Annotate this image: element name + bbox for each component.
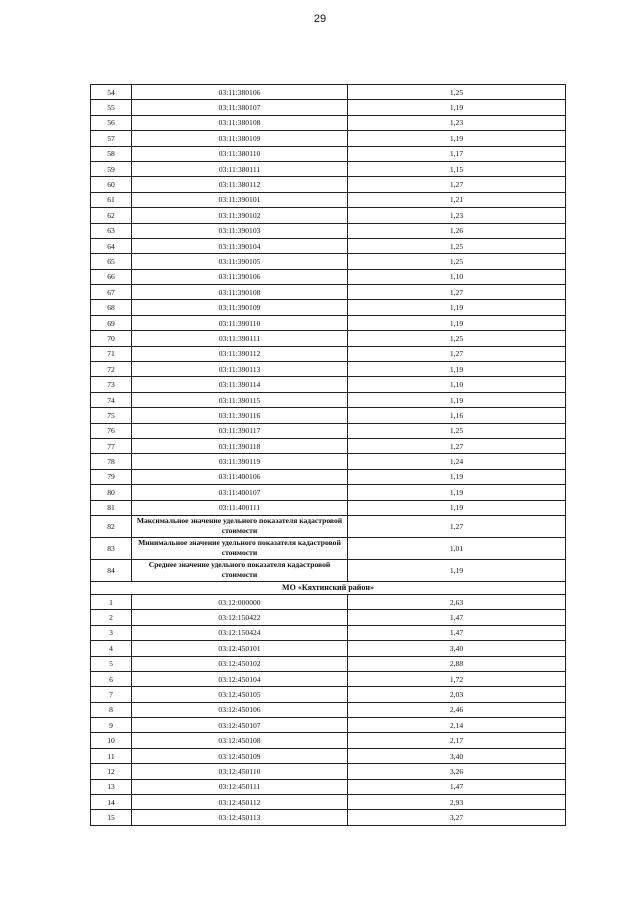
value-cell: 2,93 [348, 795, 566, 810]
row-number-cell: 84 [91, 559, 132, 581]
cadastral-number-cell: 03:12:450108 [132, 733, 348, 748]
table-row [91, 641, 566, 656]
cadastral-number-cell: 03:12:450107 [132, 718, 348, 733]
table-row [91, 85, 566, 100]
row-number-cell: 79 [91, 469, 132, 484]
table-row [91, 594, 566, 609]
cadastral-number-cell: 03:11:390112 [132, 346, 348, 361]
cadastral-number-cell: 03:11:390110 [132, 315, 348, 330]
table-row [91, 161, 566, 176]
value-cell: 1,17 [348, 146, 566, 161]
cadastral-number-cell: 03:11:380106 [132, 85, 348, 100]
value-cell: 1,19 [348, 131, 566, 146]
row-number-cell: 82 [91, 515, 132, 537]
row-number-cell: 62 [91, 208, 132, 223]
table-row [91, 362, 566, 377]
row-number-cell: 56 [91, 115, 132, 130]
table-row [91, 764, 566, 779]
row-number-cell: 55 [91, 100, 132, 115]
value-cell: 1,27 [348, 438, 566, 453]
row-number-cell: 77 [91, 438, 132, 453]
value-cell: 1,25 [348, 423, 566, 438]
row-number-cell: 59 [91, 161, 132, 176]
table-row [91, 438, 566, 453]
cadastral-number-cell: 03:11:400107 [132, 485, 348, 500]
value-cell: 1,47 [348, 610, 566, 625]
value-cell: 1,01 [348, 537, 566, 559]
row-number-cell: 76 [91, 423, 132, 438]
row-number-cell: 15 [91, 810, 132, 825]
table-row [91, 192, 566, 207]
value-cell: 1,24 [348, 454, 566, 469]
row-number-cell: 11 [91, 748, 132, 763]
value-cell: 1,19 [348, 300, 566, 315]
cadastral-number-cell: 03:12:000000 [132, 594, 348, 609]
cadastral-number-cell: 03:12:450113 [132, 810, 348, 825]
value-cell: 1,19 [348, 469, 566, 484]
table-row [91, 238, 566, 253]
table-body-part1 [91, 85, 566, 516]
cadastral-number-cell: 03:11:390104 [132, 238, 348, 253]
table-row [91, 810, 566, 825]
cadastral-number-cell: 03:11:390111 [132, 331, 348, 346]
table-row [91, 454, 566, 469]
value-cell: 1,27 [348, 346, 566, 361]
table-row [91, 131, 566, 146]
value-cell: 1,19 [348, 100, 566, 115]
cadastral-number-cell: 03:11:390108 [132, 285, 348, 300]
summary-label-cell: Минимальное значение удельного показателя кадастровой стоимости [132, 537, 348, 559]
table-row [91, 392, 566, 407]
row-number-cell: 14 [91, 795, 132, 810]
row-number-cell: 7 [91, 687, 132, 702]
value-cell: 1,21 [348, 192, 566, 207]
table-row [91, 285, 566, 300]
value-cell: 2,14 [348, 718, 566, 733]
value-cell: 2,63 [348, 594, 566, 609]
table-row [91, 748, 566, 763]
row-number-cell: 54 [91, 85, 132, 100]
summary-label-cell: Среднее значение удельного показателя кадастровой стоимости [132, 559, 348, 581]
row-number-cell: 74 [91, 392, 132, 407]
value-cell: 1,19 [348, 362, 566, 377]
value-cell: 1,19 [348, 315, 566, 330]
cadastral-number-cell: 03:11:390116 [132, 408, 348, 423]
table-row [91, 300, 566, 315]
cadastral-value-table [90, 84, 566, 826]
table-row [91, 269, 566, 284]
value-cell: 1,10 [348, 269, 566, 284]
row-number-cell: 73 [91, 377, 132, 392]
row-number-cell: 70 [91, 331, 132, 346]
cadastral-number-cell: 03:11:390115 [132, 392, 348, 407]
cadastral-number-cell: 03:12:450105 [132, 687, 348, 702]
row-number-cell: 81 [91, 500, 132, 515]
cadastral-number-cell: 03:12:450101 [132, 641, 348, 656]
row-number-cell: 65 [91, 254, 132, 269]
row-number-cell: 58 [91, 146, 132, 161]
cadastral-number-cell: 03:12:150422 [132, 610, 348, 625]
page-number: 29 [313, 13, 327, 25]
value-cell: 1,25 [348, 331, 566, 346]
cadastral-number-cell: 03:12:450111 [132, 779, 348, 794]
summary-row [91, 515, 566, 537]
cadastral-number-cell: 03:11:390117 [132, 423, 348, 438]
value-cell: 1,72 [348, 671, 566, 686]
cadastral-number-cell: 03:11:390101 [132, 192, 348, 207]
cadastral-number-cell: 03:12:450109 [132, 748, 348, 763]
cadastral-number-cell: 03:11:390106 [132, 269, 348, 284]
table-row [91, 656, 566, 671]
value-cell: 3,26 [348, 764, 566, 779]
cadastral-number-cell: 03:11:390118 [132, 438, 348, 453]
cadastral-number-cell: 03:11:380112 [132, 177, 348, 192]
table-row [91, 500, 566, 515]
row-number-cell: 69 [91, 315, 132, 330]
cadastral-number-cell: 03:12:450110 [132, 764, 348, 779]
value-cell: 1,16 [348, 408, 566, 423]
cadastral-number-cell: 03:11:400111 [132, 500, 348, 515]
value-cell: 1,25 [348, 254, 566, 269]
row-number-cell: 2 [91, 610, 132, 625]
row-number-cell: 64 [91, 238, 132, 253]
row-number-cell: 3 [91, 625, 132, 640]
value-cell: 3,40 [348, 641, 566, 656]
cadastral-number-cell: 03:11:390103 [132, 223, 348, 238]
row-number-cell: 63 [91, 223, 132, 238]
table-body-part2 [91, 594, 566, 825]
value-cell: 1,19 [348, 485, 566, 500]
cadastral-number-cell: 03:12:450112 [132, 795, 348, 810]
table-row [91, 254, 566, 269]
row-number-cell: 10 [91, 733, 132, 748]
cadastral-number-cell: 03:11:390109 [132, 300, 348, 315]
value-cell: 1,25 [348, 238, 566, 253]
table-row [91, 625, 566, 640]
table-row [91, 687, 566, 702]
row-number-cell: 8 [91, 702, 132, 717]
row-number-cell: 5 [91, 656, 132, 671]
cadastral-number-cell: 03:11:400106 [132, 469, 348, 484]
cadastral-number-cell: 03:11:390119 [132, 454, 348, 469]
table-row [91, 223, 566, 238]
cadastral-number-cell: 03:12:450106 [132, 702, 348, 717]
value-cell: 1,23 [348, 115, 566, 130]
row-number-cell: 71 [91, 346, 132, 361]
value-cell: 1,19 [348, 559, 566, 581]
summary-row [91, 537, 566, 559]
table-row [91, 485, 566, 500]
table-row [91, 115, 566, 130]
table-row [91, 779, 566, 794]
value-cell: 2,03 [348, 687, 566, 702]
table-body-summary [91, 515, 566, 581]
table-row [91, 346, 566, 361]
cadastral-number-cell: 03:11:390105 [132, 254, 348, 269]
value-cell: 1,23 [348, 208, 566, 223]
table-row [91, 331, 566, 346]
cadastral-number-cell: 03:11:380109 [132, 131, 348, 146]
value-cell: 1,26 [348, 223, 566, 238]
value-cell: 1,27 [348, 285, 566, 300]
row-number-cell: 80 [91, 485, 132, 500]
table-row [91, 733, 566, 748]
row-number-cell: 57 [91, 131, 132, 146]
table-row [91, 702, 566, 717]
table-row [91, 408, 566, 423]
row-number-cell: 68 [91, 300, 132, 315]
row-number-cell: 66 [91, 269, 132, 284]
row-number-cell: 4 [91, 641, 132, 656]
table-row [91, 423, 566, 438]
value-cell: 1,27 [348, 515, 566, 537]
cadastral-number-cell: 03:11:390113 [132, 362, 348, 377]
value-cell: 1,47 [348, 625, 566, 640]
row-number-cell: 6 [91, 671, 132, 686]
value-cell: 1,19 [348, 500, 566, 515]
table-row [91, 315, 566, 330]
row-number-cell: 75 [91, 408, 132, 423]
value-cell: 2,46 [348, 702, 566, 717]
value-cell: 1,47 [348, 779, 566, 794]
table-row [91, 795, 566, 810]
cadastral-number-cell: 03:11:380107 [132, 100, 348, 115]
cadastral-number-cell: 03:12:450104 [132, 671, 348, 686]
value-cell: 1,15 [348, 161, 566, 176]
summary-row [91, 559, 566, 581]
row-number-cell: 12 [91, 764, 132, 779]
summary-label-cell: Максимальное значение удельного показателя кадастровой стоимости [132, 515, 348, 537]
value-cell: 3,27 [348, 810, 566, 825]
table-row [91, 208, 566, 223]
row-number-cell: 78 [91, 454, 132, 469]
value-cell: 1,10 [348, 377, 566, 392]
row-number-cell: 61 [91, 192, 132, 207]
value-cell: 3,40 [348, 748, 566, 763]
value-cell: 2,88 [348, 656, 566, 671]
row-number-cell: 67 [91, 285, 132, 300]
value-cell: 1,25 [348, 85, 566, 100]
table-row [91, 177, 566, 192]
cadastral-number-cell: 03:12:150424 [132, 625, 348, 640]
row-number-cell: 9 [91, 718, 132, 733]
table-row [91, 671, 566, 686]
row-number-cell: 72 [91, 362, 132, 377]
cadastral-number-cell: 03:11:390102 [132, 208, 348, 223]
cadastral-number-cell: 03:12:450102 [132, 656, 348, 671]
section-heading-row [91, 581, 566, 594]
cadastral-number-cell: 03:11:380110 [132, 146, 348, 161]
section-heading: МО «Кяхтинский район» [91, 581, 566, 594]
row-number-cell: 60 [91, 177, 132, 192]
row-number-cell: 1 [91, 594, 132, 609]
row-number-cell: 83 [91, 537, 132, 559]
table-row [91, 146, 566, 161]
cadastral-number-cell: 03:11:390114 [132, 377, 348, 392]
row-number-cell: 13 [91, 779, 132, 794]
table-row [91, 718, 566, 733]
table-row [91, 610, 566, 625]
value-cell: 1,27 [348, 177, 566, 192]
table-row [91, 377, 566, 392]
table-row [91, 100, 566, 115]
value-cell: 2,17 [348, 733, 566, 748]
table-body-section [91, 581, 566, 594]
cadastral-number-cell: 03:11:380111 [132, 161, 348, 176]
table-row [91, 469, 566, 484]
cadastral-number-cell: 03:11:380108 [132, 115, 348, 130]
value-cell: 1,19 [348, 392, 566, 407]
